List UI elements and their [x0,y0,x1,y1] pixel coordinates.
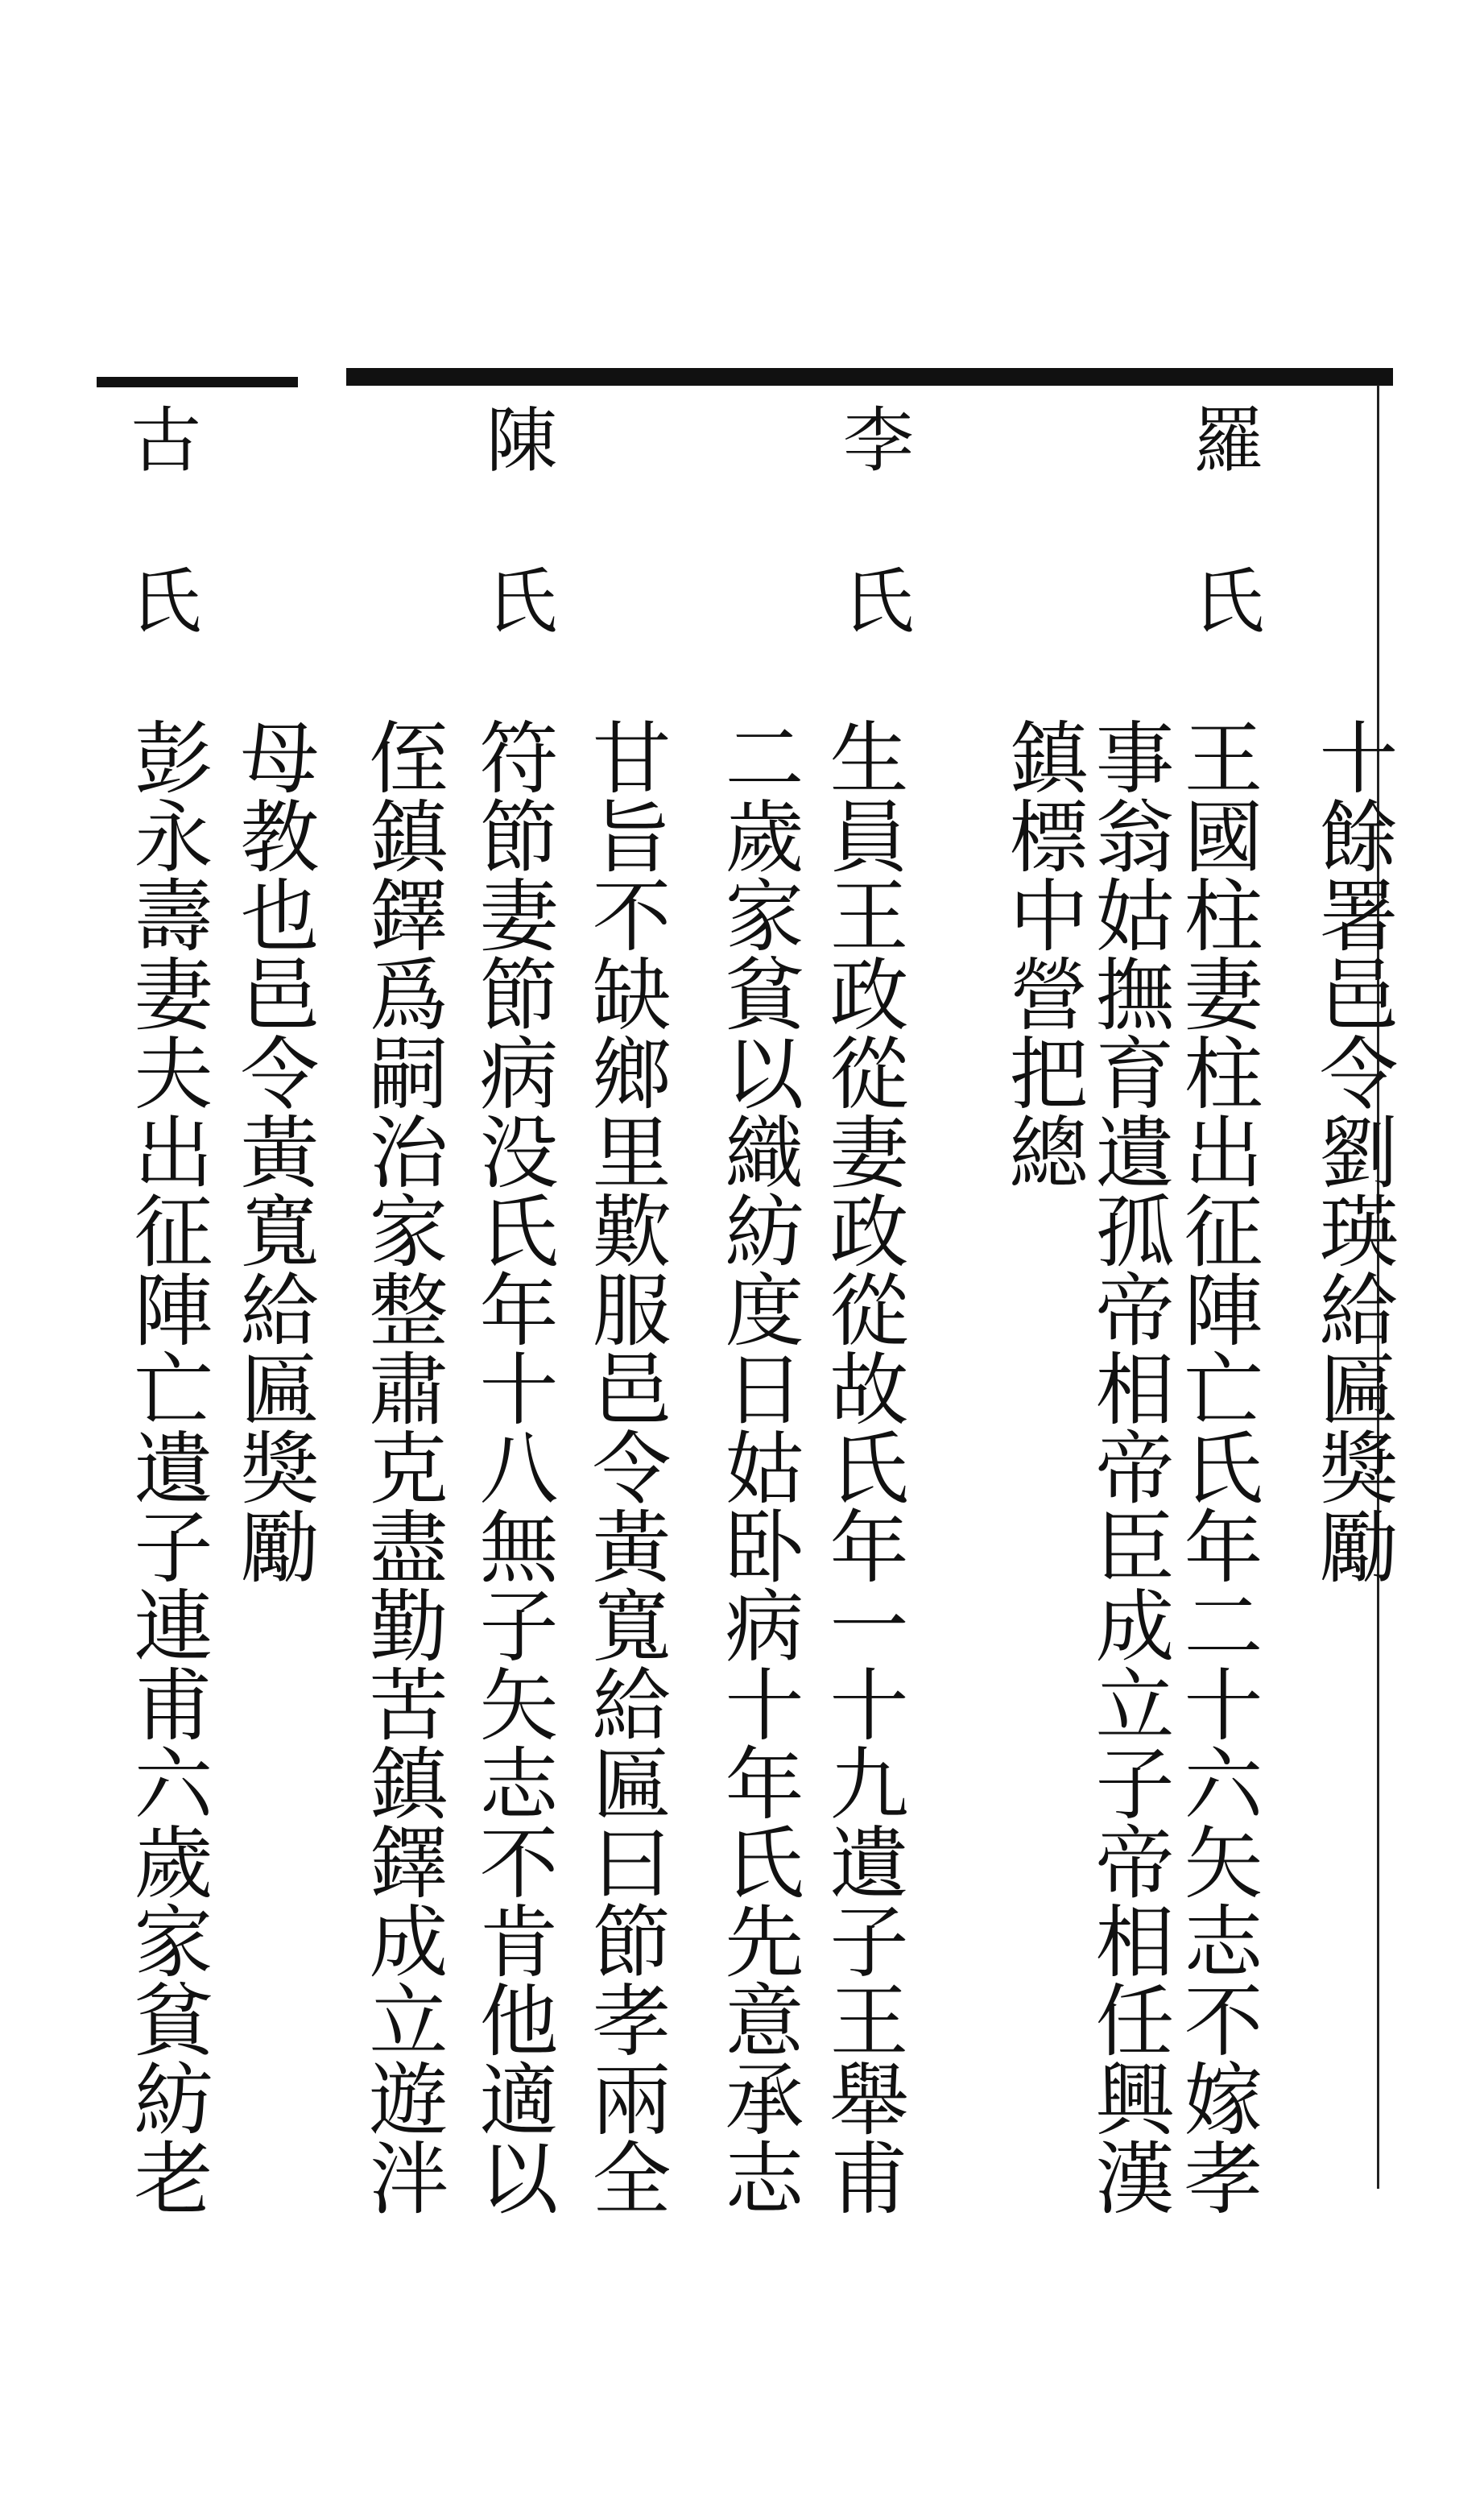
entry-heading-li: 李氏 [832,403,915,725]
top-border-rule-left [97,377,298,387]
text-column-4: 事翁姑撫育遺孤帝相帝臣成立子帝相任興漢 [1082,717,1174,2216]
text-column-1: 十餘署邑令劉瑛給匾獎勵 [1306,717,1398,1585]
text-column-5: 鎮標中營把總 [996,717,1088,1190]
text-column-3: 王國柱妻柱出征陣亡氏年二十六矢志不嫁孝 [1171,717,1263,2216]
top-border-rule-right [346,368,1393,386]
text-column-15: 彭永壽妻夫出征陣亡遺子連甫六歲家貧紡老 [121,717,213,2216]
text-column-11: 符節妻節病没氏年十八無子矢志不肯他適以 [466,717,558,2216]
text-column-8: 二歲家貧以織紡度日姑卧病十年氏先意承志 [712,717,804,2216]
entry-heading-luo: 羅氏 [1182,403,1265,725]
entry-heading-gu: 古氏 [119,403,202,725]
text-column-9: 甘旨不缺鄉里歎服邑令黃寬給匾曰節孝兩全 [579,717,671,2216]
entry-heading-chen: 陳氏 [475,403,558,725]
text-column-12: 侄鎮鐸爲嗣治家整肅克盡勤苦鎮鐸成立遊泮 [356,717,448,2216]
text-column-7: 生員王政從妻政從故氏年一十九遺子王舉甫 [816,717,908,2216]
text-column-13: 母教也邑令黃寬給匾獎勵 [227,717,319,1585]
